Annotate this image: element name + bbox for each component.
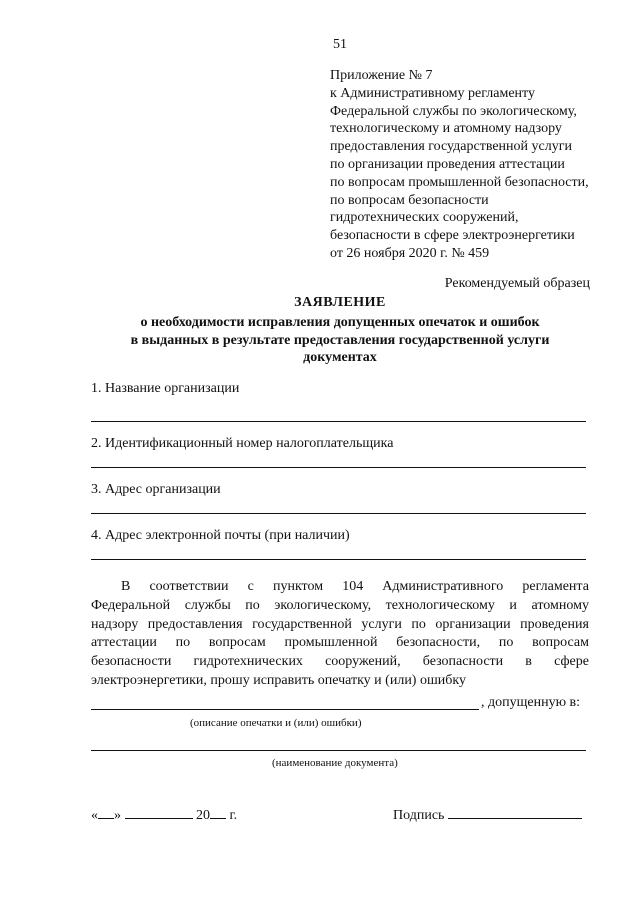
appendix-line: предоставления государственной услуги <box>330 139 572 155</box>
appendix-line: по вопросам промышленной безопасности, <box>330 174 589 190</box>
field-label-inn: 2. Идентификационный номер налогоплательщика <box>91 436 394 451</box>
error-tail-text: , допущенную в: <box>481 695 581 710</box>
sample-label: Рекомендуемый образец <box>444 276 590 291</box>
appendix-line: технологическому и атомному надзору <box>330 121 562 137</box>
subtitle-line: документах <box>303 350 377 365</box>
appendix-block <box>330 67 620 263</box>
appendix-line: гидротехнических сооружений, <box>330 210 519 226</box>
document-title: ЗАЯВЛЕНИЕ <box>294 295 386 310</box>
date-year-blank[interactable] <box>210 804 226 819</box>
document-name-line[interactable] <box>91 750 586 751</box>
signature-row <box>393 804 582 824</box>
field-label-organization-name: 1. Название организации <box>91 381 240 396</box>
appendix-line: Федеральной службы по экологическому, <box>330 103 577 119</box>
appendix-line: от 26 ноября 2020 г. № 459 <box>330 245 490 261</box>
paragraph-line: безопасности гидротехнических сооружений, безопасности в сфере <box>91 654 589 670</box>
date-row <box>91 804 237 824</box>
paragraph-line: надзору предоставления государственной услуги по организации проведения <box>91 616 589 632</box>
date-day-blank[interactable] <box>98 804 114 819</box>
signature-label: Подпись <box>393 808 445 823</box>
field-label-address: 3. Адрес организации <box>91 482 221 497</box>
subtitle-line: в выданных в результате предоставления государственной услуги <box>130 332 550 348</box>
caption-document-name: (наименование документа) <box>272 757 398 769</box>
date-year-suffix: г. <box>229 808 238 823</box>
appendix-line: Приложение № 7 <box>330 68 433 83</box>
organization-name-line[interactable] <box>91 421 586 422</box>
appendix-line: по вопросам безопасности <box>330 192 489 208</box>
address-line[interactable] <box>91 513 586 514</box>
date-month-blank[interactable] <box>125 804 193 819</box>
field-label-email: 4. Адрес электронной почты (при наличии) <box>91 528 350 543</box>
email-line[interactable] <box>91 559 586 560</box>
request-paragraph <box>91 578 589 691</box>
date-open-quote: « <box>91 808 98 823</box>
date-year-prefix: 20 <box>196 808 210 823</box>
paragraph-line: электроэнергетики, прошу исправить опечатку и (или) ошибку <box>91 672 466 688</box>
appendix-line: по организации проведения аттестации <box>330 156 565 172</box>
document-subtitle <box>90 314 590 367</box>
inn-line[interactable] <box>91 467 586 468</box>
error-description-line[interactable] <box>91 709 479 710</box>
paragraph-line: В соответствии с пунктом 104 Административного регламента <box>121 579 589 594</box>
paragraph-line: Федеральной службы по экологическому, технологическому и атомному <box>91 597 589 613</box>
signature-blank[interactable] <box>448 804 582 819</box>
subtitle-line: о необходимости исправления допущенных опечаток и ошибок <box>140 315 540 330</box>
appendix-line: безопасности в сфере электроэнергетики <box>330 228 575 244</box>
paragraph-line: аттестации по вопросам промышленной безопасности, по вопросам <box>91 635 589 651</box>
caption-error-description: (описание опечатки и (или) ошибки) <box>190 717 362 729</box>
date-close-quote: » <box>114 808 121 823</box>
page-number: 51 <box>333 37 347 52</box>
appendix-line: к Административному регламенту <box>330 85 535 101</box>
